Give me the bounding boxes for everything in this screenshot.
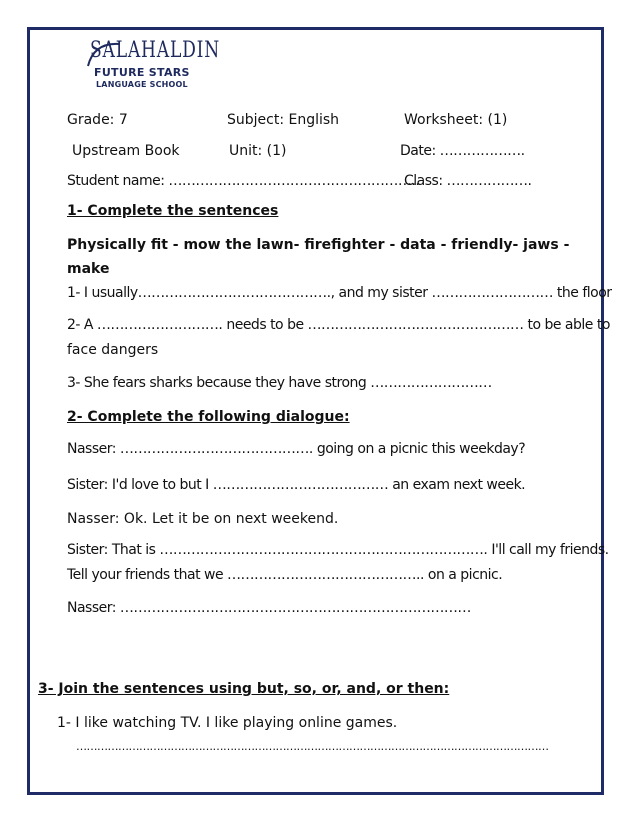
- dialogue-line-3: Nasser: Ok. Let it be on next weekend.: [67, 511, 339, 527]
- word-bank-line1: Physically fit - mow the lawn- firefighter - data - friendly- jaws -: [67, 237, 570, 253]
- dialogue-line-6: Nasser: ……………………………………………………………………: [67, 600, 471, 616]
- question-1-1: 1- I usually……………………………………., and my sister ……………………… the floor: [67, 285, 612, 301]
- worksheet-label: Worksheet: (1): [404, 112, 508, 128]
- section2-title: 2- Complete the following dialogue:: [67, 409, 350, 425]
- question-1-2-line1: 2- A ………………………. needs to be ………………………………………… to be able to: [67, 317, 610, 333]
- section1-title: 1- Complete the sentences: [67, 203, 279, 219]
- dialogue-line-4: Sister: That is ………………………………………………………………. I'll call my friends.: [67, 542, 609, 558]
- school-logo: [84, 38, 234, 96]
- dialogue-line-1: Nasser: ……………………………………. going on a picnic this weekday?: [67, 441, 526, 457]
- dialogue-line-5: Tell your friends that we …………………………………….. on a picnic.: [67, 567, 503, 583]
- student-name-field: Student name: ………………………………………………..: [67, 173, 420, 189]
- word-bank-line2: make: [67, 261, 110, 277]
- class-field: Class: ……………….: [404, 173, 532, 189]
- subject-label: Subject: English: [227, 112, 340, 128]
- question-1-2-line2: face dangers: [67, 342, 159, 358]
- answer-line-3-1: ………………………………………………………………………………………………………………………: [76, 740, 549, 753]
- dialogue-line-2: Sister: I'd love to but I ………………………………… an exam next week.: [67, 477, 526, 493]
- logo-brand: SALAHALDIN: [90, 38, 221, 63]
- section3-title: 3- Join the sentences using but, so, or, and, or then:: [38, 681, 450, 697]
- logo-line1: FUTURE STARS: [94, 66, 190, 79]
- unit-label: Unit: (1): [229, 143, 287, 159]
- question-1-3: 3- She fears sharks because they have strong ………………………: [67, 375, 492, 391]
- question-3-1: 1- I like watching TV. I like playing online games.: [57, 715, 398, 731]
- logo-line2: LANGUAGE SCHOOL: [96, 80, 188, 89]
- book-label: Upstream Book: [72, 143, 180, 159]
- date-field: Date: ……………….: [400, 143, 525, 159]
- grade-label: Grade: 7: [67, 112, 128, 128]
